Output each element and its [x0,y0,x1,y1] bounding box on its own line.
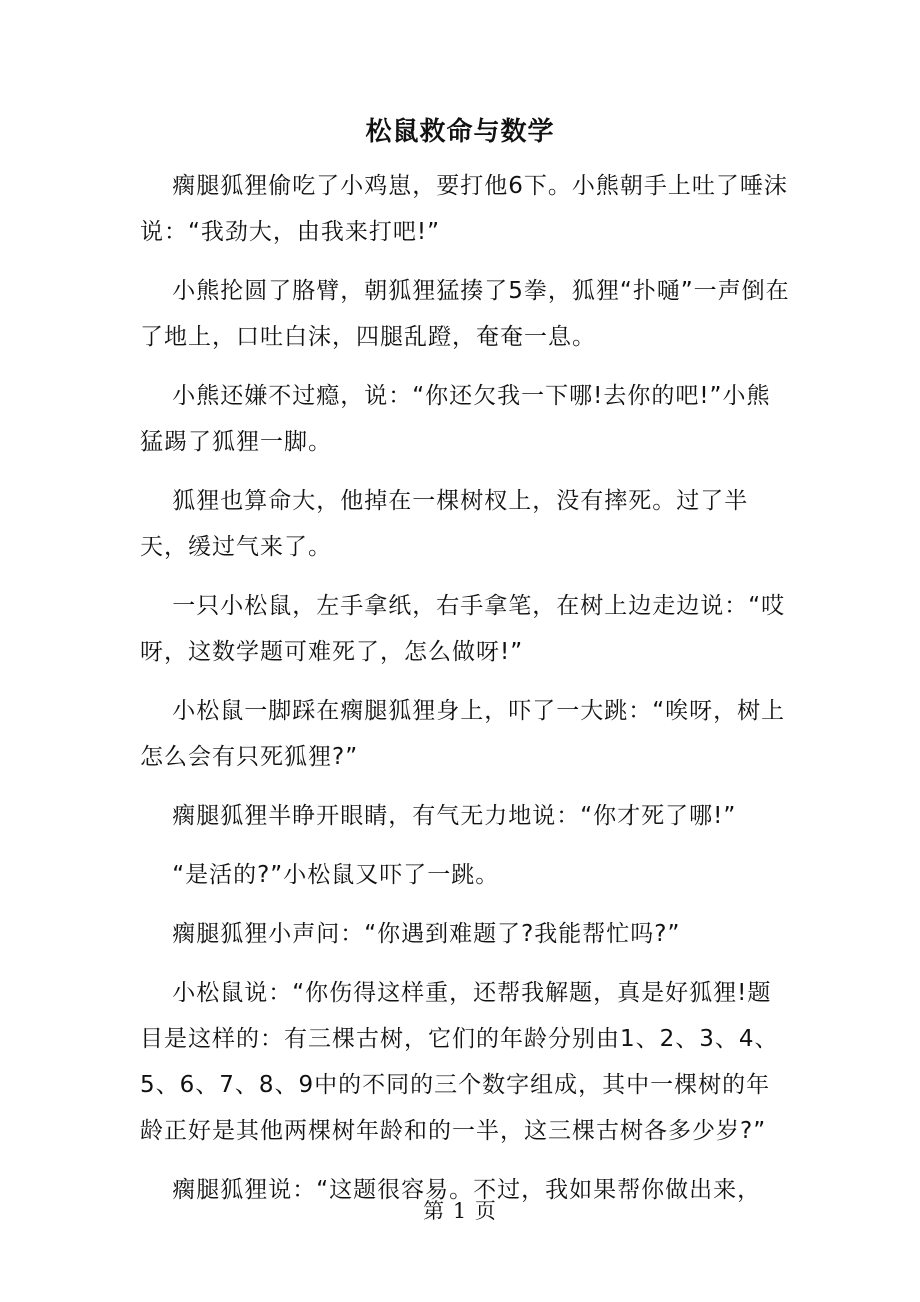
document-title: 松鼠救命与数学 [365,117,555,147]
paragraph-10: 小松鼠说：“你伤得这样重，还帮我解题，真是好狐狸!题目是这样的：有三棵古树，它们的年龄分别由1、2、3、4、5、6、7、8、9中的不同的三个数字组成，其中一棵树的年龄正好是其他两棵树年龄和的一半，这三棵古树各多少岁?” [140,980,779,1144]
paragraph-11: 瘸腿狐狸说：“这题很容易。不过，我如果帮你做出来， [172,1177,762,1203]
document-body [140,163,790,1226]
paragraph-2: 小熊抡圆了胳臂，朝狐狸猛揍了5拳，狐狸“扑嗵”一声倒在了地上，口吐白沫，四腿乱蹬，奄奄一息。 [140,278,790,350]
paragraph-4: 狐狸也算命大，他掉在一棵树杈上，没有摔死。过了半天，缓过气来了。 [140,488,749,560]
paragraph-5: 一只小松鼠，左手拿纸，右手拿笔，在树上边走边说：“哎呀，这数学题可难死了，怎么做呀!” [140,593,786,665]
paragraph-6: 小松鼠一脚踩在瘸腿狐狸身上，吓了一大跳：“唉呀，树上怎么会有只死狐狸?” [140,698,786,770]
paragraph-8: “是活的?”小松鼠又吓了一跳。 [172,862,500,888]
page-number-footer: 第 1 页 [423,1199,497,1223]
paragraph-9: 瘸腿狐狸小声问：“你遇到难题了?我能帮忙吗?” [172,921,681,947]
paragraph-7: 瘸腿狐狸半睁开眼睛，有气无力地说：“你才死了哪!” [172,803,737,829]
paragraph-3: 小熊还嫌不过瘾，说：“你还欠我一下哪!去你的吧!”小熊猛踢了狐狸一脚。 [140,383,771,455]
paragraph-1: 瘸腿狐狸偷吃了小鸡崽，要打他6下。小熊朝手上吐了唾沫说：“我劲大，由我来打吧!” [140,173,788,245]
